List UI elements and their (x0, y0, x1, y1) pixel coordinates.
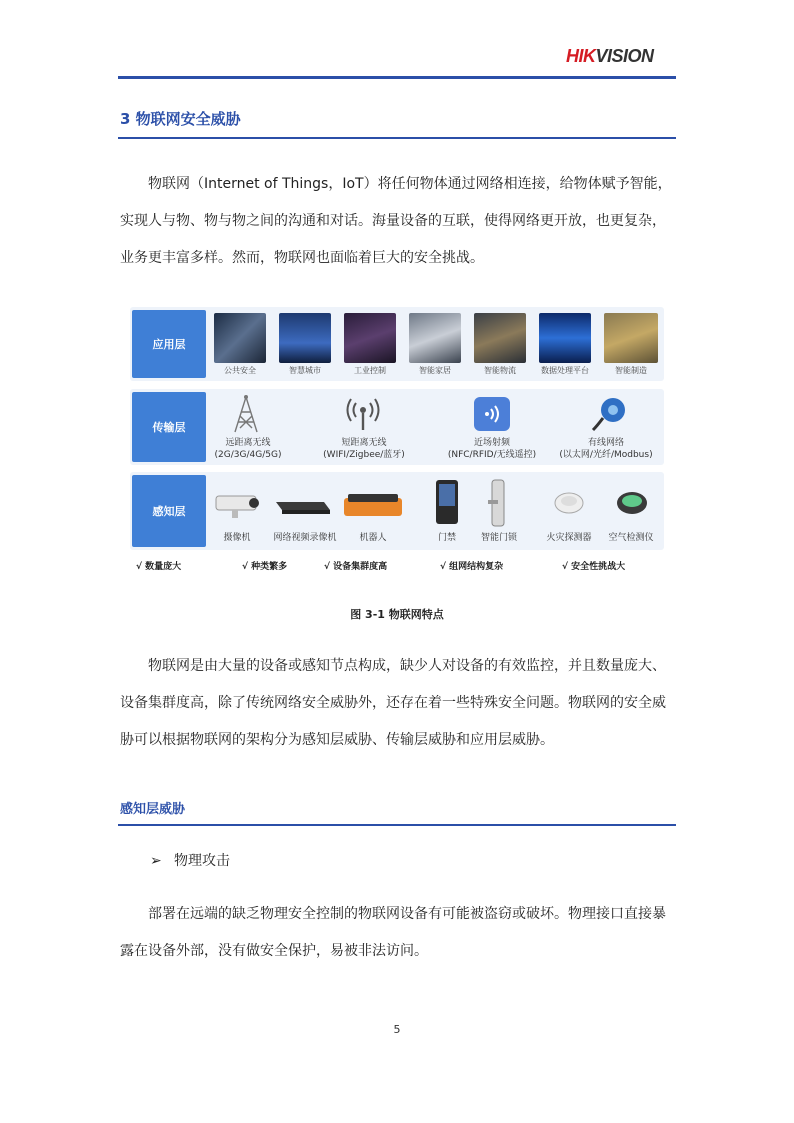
feature-2: √ 种类繁多 (242, 562, 288, 572)
smart-home-image (409, 313, 461, 363)
nfc-icon (474, 397, 510, 431)
nvr-device (274, 496, 334, 516)
robot-device (342, 490, 404, 520)
data-platform-image (539, 313, 591, 363)
para3-line-1: 部署在远端的缺乏物理安全控制的物联网设备有可能被盗窃或破坏。物理接口直接暴 (148, 906, 666, 922)
sense-caption-4: 门禁 (437, 533, 456, 543)
trans-caption-1 (208, 437, 288, 461)
transmission-layer-label: 传输层 (132, 392, 206, 462)
bullet-item (150, 850, 230, 870)
air-monitor-device (616, 490, 648, 516)
sense-caption-5: 智能门锁 (480, 533, 517, 543)
arrow-bullet-icon: ➢ (150, 853, 162, 869)
para2-line-2: 设备集群度高，除了传统网络安全威胁外，还存在着一些特殊安全问题。物联网的安全威 (120, 695, 666, 711)
subsection-title: 感知层威胁 (120, 802, 186, 817)
body-paragraph-3 (120, 896, 675, 970)
fiber-cable-icon (590, 395, 630, 433)
application-layer-band (130, 307, 664, 381)
header-rule (118, 76, 676, 79)
intro-line-3: 业务更丰富多样。然而，物联网也面临着巨大的安全挑战。 (120, 250, 484, 266)
trans-caption-1-l2: (2G/3G/4G/5G) (214, 450, 282, 460)
app-caption-6: 数据处理平台 (541, 366, 589, 375)
trans-caption-2-l1: 短距离无线 (341, 438, 387, 448)
sense-caption-2: 网络视频录像机 (273, 533, 337, 543)
logo-vision: VISION (595, 46, 654, 66)
trans-caption-4 (550, 437, 662, 461)
iot-figure (130, 307, 664, 585)
trans-caption-1-l1: 远距离无线 (225, 438, 271, 448)
sensing-layer-label: 感知层 (132, 475, 206, 547)
trans-caption-2 (316, 437, 412, 461)
public-safety-image (214, 313, 266, 363)
page-number: 5 (393, 1023, 401, 1036)
industrial-control-image (344, 313, 396, 363)
smart-logistics-image (474, 313, 526, 363)
feature-5: √ 安全性挑战大 (562, 562, 626, 572)
sense-caption-1: 摄像机 (223, 533, 251, 543)
bullet-text: 物理攻击 (174, 853, 230, 869)
para2-line-1: 物联网是由大量的设备或感知节点构成，缺少人对设备的有效监控，并且数量庞大、 (148, 658, 666, 674)
app-caption-7: 智能制造 (615, 366, 647, 375)
app-caption-2: 智慧城市 (289, 366, 321, 375)
feature-4: √ 组网结构复杂 (440, 562, 504, 572)
section-title: 3 物联网安全威胁 (120, 110, 241, 128)
intro-line-2: 实现人与物、物与物之间的沟通和对话。海量设备的互联，使得网络更开放，也更复杂， (120, 213, 666, 229)
para3-line-2: 露在设备外部，没有做安全保护，易被非法访问。 (120, 943, 428, 959)
sense-caption-3: 机器人 (359, 533, 387, 543)
trans-caption-2-l2: (WIFI/Zigbee/蓝牙) (323, 450, 405, 460)
app-caption-1: 公共安全 (224, 366, 256, 375)
sensing-layer-band (130, 472, 664, 550)
trans-caption-3 (442, 437, 542, 461)
section-rule (118, 137, 676, 139)
trans-caption-3-l2: (NFC/RFID/无线遥控) (447, 450, 537, 460)
subsection-rule (118, 824, 676, 826)
logo-hik: HIK (566, 46, 596, 66)
fire-detector-device (554, 488, 584, 518)
sense-caption-6: 火灾探测器 (546, 533, 592, 543)
hikvision-logo (566, 46, 678, 68)
camera-device (214, 492, 262, 514)
trans-caption-3-l1: 近场射频 (473, 438, 510, 448)
figure-caption: 图 3-1 物联网特点 (350, 608, 444, 621)
intro-paragraph (120, 166, 675, 277)
intro-line-1: 物联网（Internet of Things，IoT）将任何物体通过网络相连接，给物体赋予智能， (148, 176, 672, 192)
access-control-device (434, 478, 460, 526)
cell-tower-icon (226, 393, 266, 435)
app-caption-3: 工业控制 (354, 366, 386, 375)
trans-caption-4-l2: (以太网/光纤/Modbus) (559, 450, 653, 460)
smart-city-image (279, 313, 331, 363)
app-caption-4: 智能家居 (419, 366, 451, 375)
sense-caption-7: 空气检测仪 (608, 533, 654, 543)
transmission-layer-band (130, 389, 664, 465)
app-caption-5: 智能物流 (484, 366, 516, 375)
feature-3: √ 设备集群度高 (324, 562, 388, 572)
smart-manufacturing-image (604, 313, 658, 363)
application-layer-label: 应用层 (132, 310, 206, 378)
wireless-antenna-icon (343, 395, 383, 433)
smart-lock-device (486, 478, 510, 528)
feature-1: √ 数量庞大 (136, 562, 182, 572)
trans-caption-4-l1: 有线网络 (587, 438, 624, 448)
para2-line-3: 胁可以根据物联网的架构分为感知层威胁、传输层威胁和应用层威胁。 (120, 732, 554, 748)
body-paragraph-2 (120, 648, 675, 759)
